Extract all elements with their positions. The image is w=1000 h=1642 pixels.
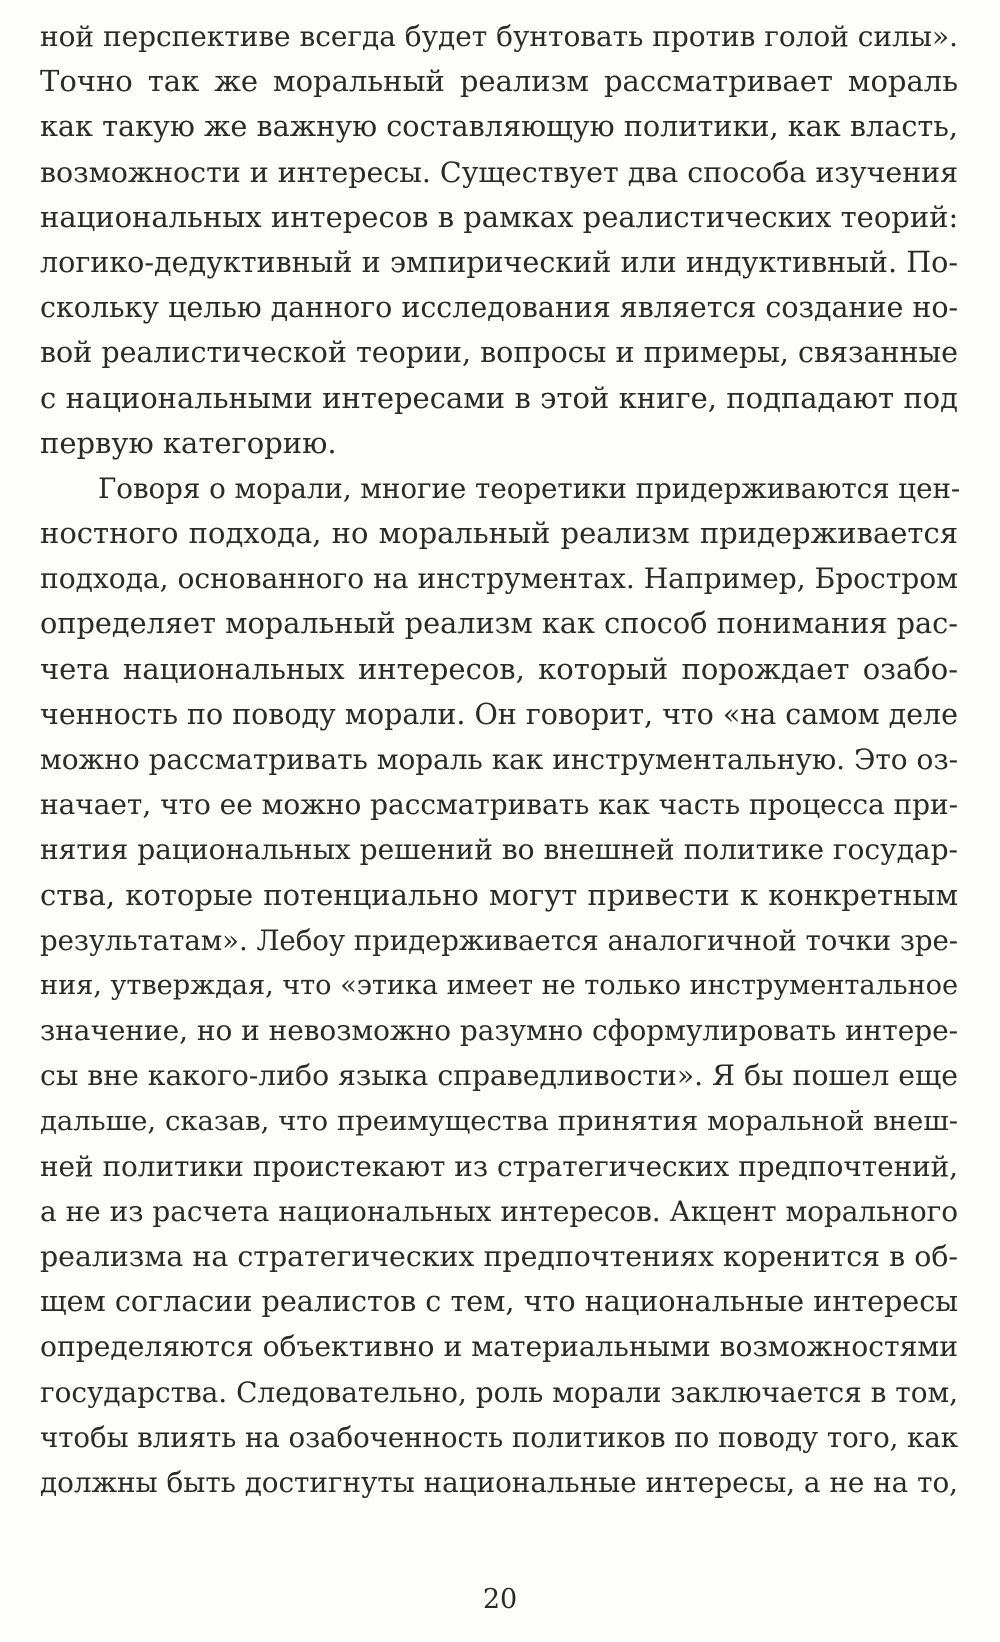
text-line: определяются объективно и материальными возможностями (40, 1330, 958, 1364)
text-line: чтобы влиять на озабоченность политиков по поводу того, как (40, 1420, 958, 1454)
text-line: реализма на стратегических предпочтениях коренится в об- (40, 1240, 958, 1274)
text-line: сы вне какого-либо языка справедливости». Я бы пошел еще (40, 1059, 958, 1093)
text-line: должны быть достигнуты национальные интересы, а не на то, (40, 1466, 958, 1499)
text-line: определяет моральный реализм как способ понимания рас- (40, 606, 958, 641)
text-line: первую категорию. (40, 425, 337, 460)
text-line: ней политики проистекают из стратегических предпочтений, (40, 1149, 958, 1183)
text-line: щем согласии реалистов с тем, что национальные интересы (40, 1284, 958, 1319)
text-line: дальше, сказав, что преимущества принятия моральной внеш- (40, 1104, 958, 1137)
body-text (40, 14, 961, 1505)
text-line: чета национальных интересов, который порождает озабо- (40, 651, 958, 686)
text-line: государства. Следовательно, роль морали заключается в том, (40, 1375, 958, 1409)
text-line: возможности и интересы. Существует два способа изучения (40, 155, 959, 189)
text-line: подхода, основанного на инструментах. Например, Бростром (40, 562, 958, 596)
text-line: ностного подхода, но моральный реализм придерживается (40, 516, 958, 551)
text-line: Точно так же моральный реализм рассматривает мораль (40, 64, 958, 99)
text-line: значение, но и невозможно разумно сформулировать интере- (40, 1014, 958, 1048)
text-line: как такую же важную составляющую политики, как власть, (40, 109, 958, 144)
text-line: скольку целью данного исследования является создание но- (40, 291, 959, 325)
text-line: а не из расчета национальных интересов. Акцент морального (40, 1194, 958, 1228)
page-number: 20 (482, 1584, 518, 1615)
text-line: можно рассматривать мораль как инструментальную. Это оз- (40, 743, 958, 776)
text-line: результатам». Лебоу придерживается аналогичной точки зре- (40, 923, 958, 957)
text-line: национальных интересов в рамках реалистических теорий: (40, 199, 959, 234)
text-line: ной перспективе всегда будет бунтовать против голой силы». (40, 20, 958, 53)
text-line: ства, которые потенциально могут привести к конкретным (40, 877, 958, 912)
text-line: с национальными интересами в этой книге, подпадают под (40, 380, 958, 415)
text-line: ния, утверждая, что «этика имеет не только инструментальное (40, 969, 959, 1001)
text-line: ченность по поводу морали. Он говорит, что «на самом деле (40, 697, 958, 731)
text-line: нятия рациональных решений во внешней политике государ- (40, 833, 958, 867)
text-line: Говоря о морали, многие теоретики придерживаются цен- (98, 471, 961, 505)
text-line: логико-дедуктивный и эмпирический или индуктивный. По- (40, 244, 958, 279)
text-line: вой реалистической теории, вопросы и примеры, связанные (40, 336, 958, 370)
text-line: начает, что ее можно рассматривать как часть процесса при- (40, 788, 959, 822)
